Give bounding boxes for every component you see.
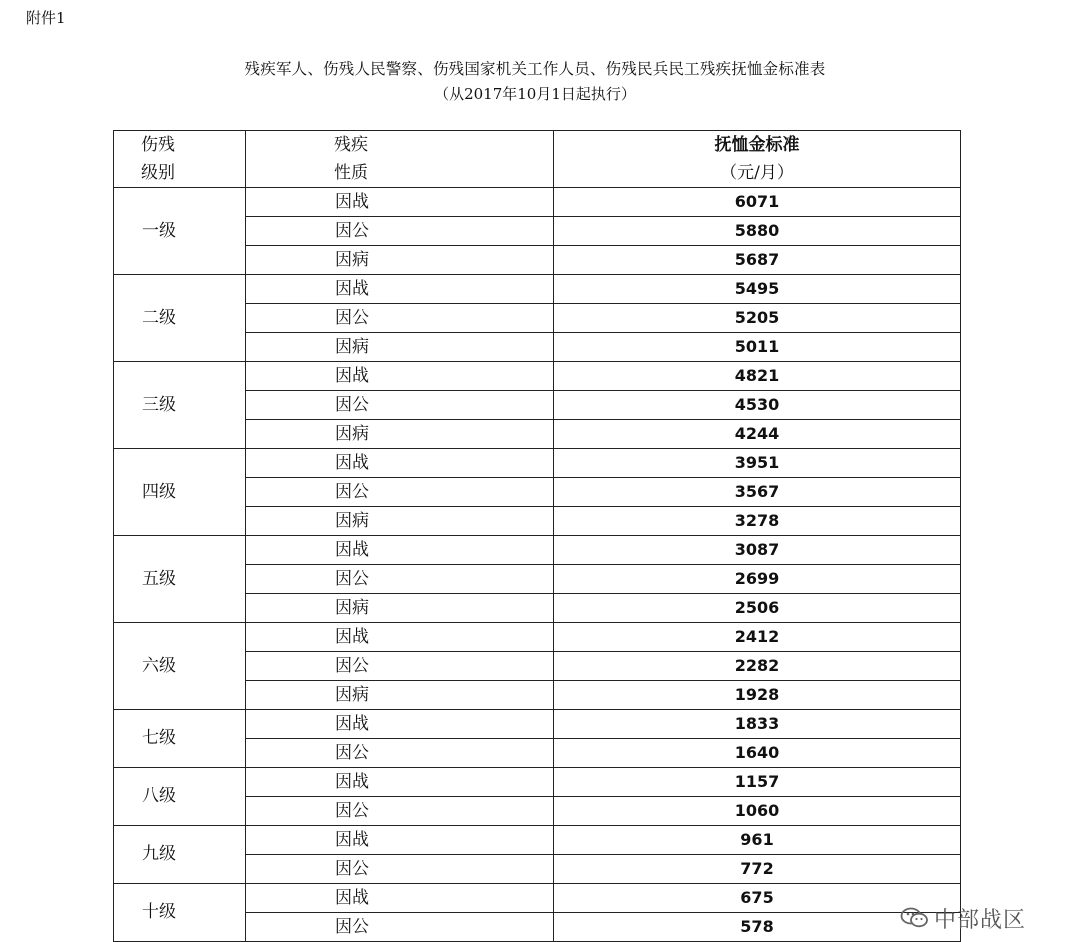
nature-cell: 因病 <box>246 594 554 623</box>
amount-cell: 675 <box>554 884 961 913</box>
table-row <box>114 536 961 565</box>
amount-cell: 6071 <box>554 188 961 217</box>
nature-cell: 因公 <box>246 565 554 594</box>
nature-cell: 因病 <box>246 507 554 536</box>
amount-cell: 1640 <box>554 739 961 768</box>
nature-cell: 因公 <box>246 217 554 246</box>
header-nature <box>246 131 554 188</box>
header-nature-line-1: 残疾 <box>334 135 368 155</box>
table-row <box>114 826 961 855</box>
grade-cell: 五级 <box>114 536 246 623</box>
table-row <box>114 275 961 304</box>
nature-cell: 因战 <box>246 188 554 217</box>
nature-cell: 因病 <box>246 333 554 362</box>
amount-cell: 1157 <box>554 768 961 797</box>
grade-cell: 四级 <box>114 449 246 536</box>
watermark-text: 中部战区 <box>934 908 1027 933</box>
nature-cell: 因公 <box>246 652 554 681</box>
nature-cell: 因公 <box>246 304 554 333</box>
amount-cell: 1833 <box>554 710 961 739</box>
table-row <box>114 623 961 652</box>
nature-cell: 因公 <box>246 391 554 420</box>
grade-cell: 一级 <box>114 188 246 275</box>
nature-cell: 因公 <box>246 739 554 768</box>
nature-cell: 因病 <box>246 420 554 449</box>
grade-cell: 二级 <box>114 275 246 362</box>
attachment-label: 附件1 <box>26 9 66 27</box>
amount-cell: 3567 <box>554 478 961 507</box>
header-grade-line-1: 伤残 <box>141 135 175 155</box>
amount-cell: 4530 <box>554 391 961 420</box>
table-body <box>114 188 961 942</box>
table-header-row <box>114 131 961 188</box>
table-row <box>114 362 961 391</box>
amount-cell: 5687 <box>554 246 961 275</box>
watermark <box>900 903 1026 936</box>
wechat-icon <box>900 906 930 936</box>
nature-cell: 因病 <box>246 681 554 710</box>
header-amount-line-2: （元/月） <box>720 163 794 183</box>
header-grade <box>114 131 246 188</box>
nature-cell: 因战 <box>246 768 554 797</box>
header-nature-line-2: 性质 <box>334 163 368 183</box>
table-row <box>114 768 961 797</box>
grade-cell: 七级 <box>114 710 246 768</box>
amount-cell: 3951 <box>554 449 961 478</box>
grade-cell: 三级 <box>114 362 246 449</box>
header-grade-line-2: 级别 <box>141 163 175 183</box>
grade-cell: 十级 <box>114 884 246 942</box>
nature-cell: 因战 <box>246 826 554 855</box>
table-row <box>114 449 961 478</box>
nature-cell: 因公 <box>246 797 554 826</box>
amount-cell: 4244 <box>554 420 961 449</box>
amount-cell: 5880 <box>554 217 961 246</box>
amount-cell: 2412 <box>554 623 961 652</box>
nature-cell: 因战 <box>246 623 554 652</box>
amount-cell: 3278 <box>554 507 961 536</box>
amount-cell: 2506 <box>554 594 961 623</box>
nature-cell: 因战 <box>246 536 554 565</box>
header-amount <box>554 131 961 188</box>
amount-cell: 2282 <box>554 652 961 681</box>
nature-cell: 因公 <box>246 855 554 884</box>
nature-cell: 因病 <box>246 246 554 275</box>
grade-cell: 九级 <box>114 826 246 884</box>
nature-cell: 因公 <box>246 913 554 942</box>
nature-cell: 因战 <box>246 362 554 391</box>
amount-cell: 772 <box>554 855 961 884</box>
table-row <box>114 710 961 739</box>
nature-cell: 因战 <box>246 884 554 913</box>
document-title: 残疾军人、伤残人民警察、伤残国家机关工作人员、伤残民兵民工残疾抚恤金标准表 <box>244 60 826 78</box>
amount-cell: 2699 <box>554 565 961 594</box>
amount-cell: 5011 <box>554 333 961 362</box>
amount-cell: 1928 <box>554 681 961 710</box>
grade-cell: 八级 <box>114 768 246 826</box>
document-subtitle: （从2017年10月1日起执行） <box>434 85 636 103</box>
amount-cell: 3087 <box>554 536 961 565</box>
amount-cell: 1060 <box>554 797 961 826</box>
nature-cell: 因战 <box>246 710 554 739</box>
header-amount-line-1: 抚恤金标准 <box>714 135 800 155</box>
table-row <box>114 188 961 217</box>
grade-cell: 六级 <box>114 623 246 710</box>
amount-cell: 4821 <box>554 362 961 391</box>
nature-cell: 因战 <box>246 449 554 478</box>
amount-cell: 961 <box>554 826 961 855</box>
amount-cell: 5205 <box>554 304 961 333</box>
nature-cell: 因战 <box>246 275 554 304</box>
nature-cell: 因公 <box>246 478 554 507</box>
amount-cell: 578 <box>554 913 961 942</box>
pension-standard-table <box>113 130 961 942</box>
amount-cell: 5495 <box>554 275 961 304</box>
table-row <box>114 884 961 913</box>
